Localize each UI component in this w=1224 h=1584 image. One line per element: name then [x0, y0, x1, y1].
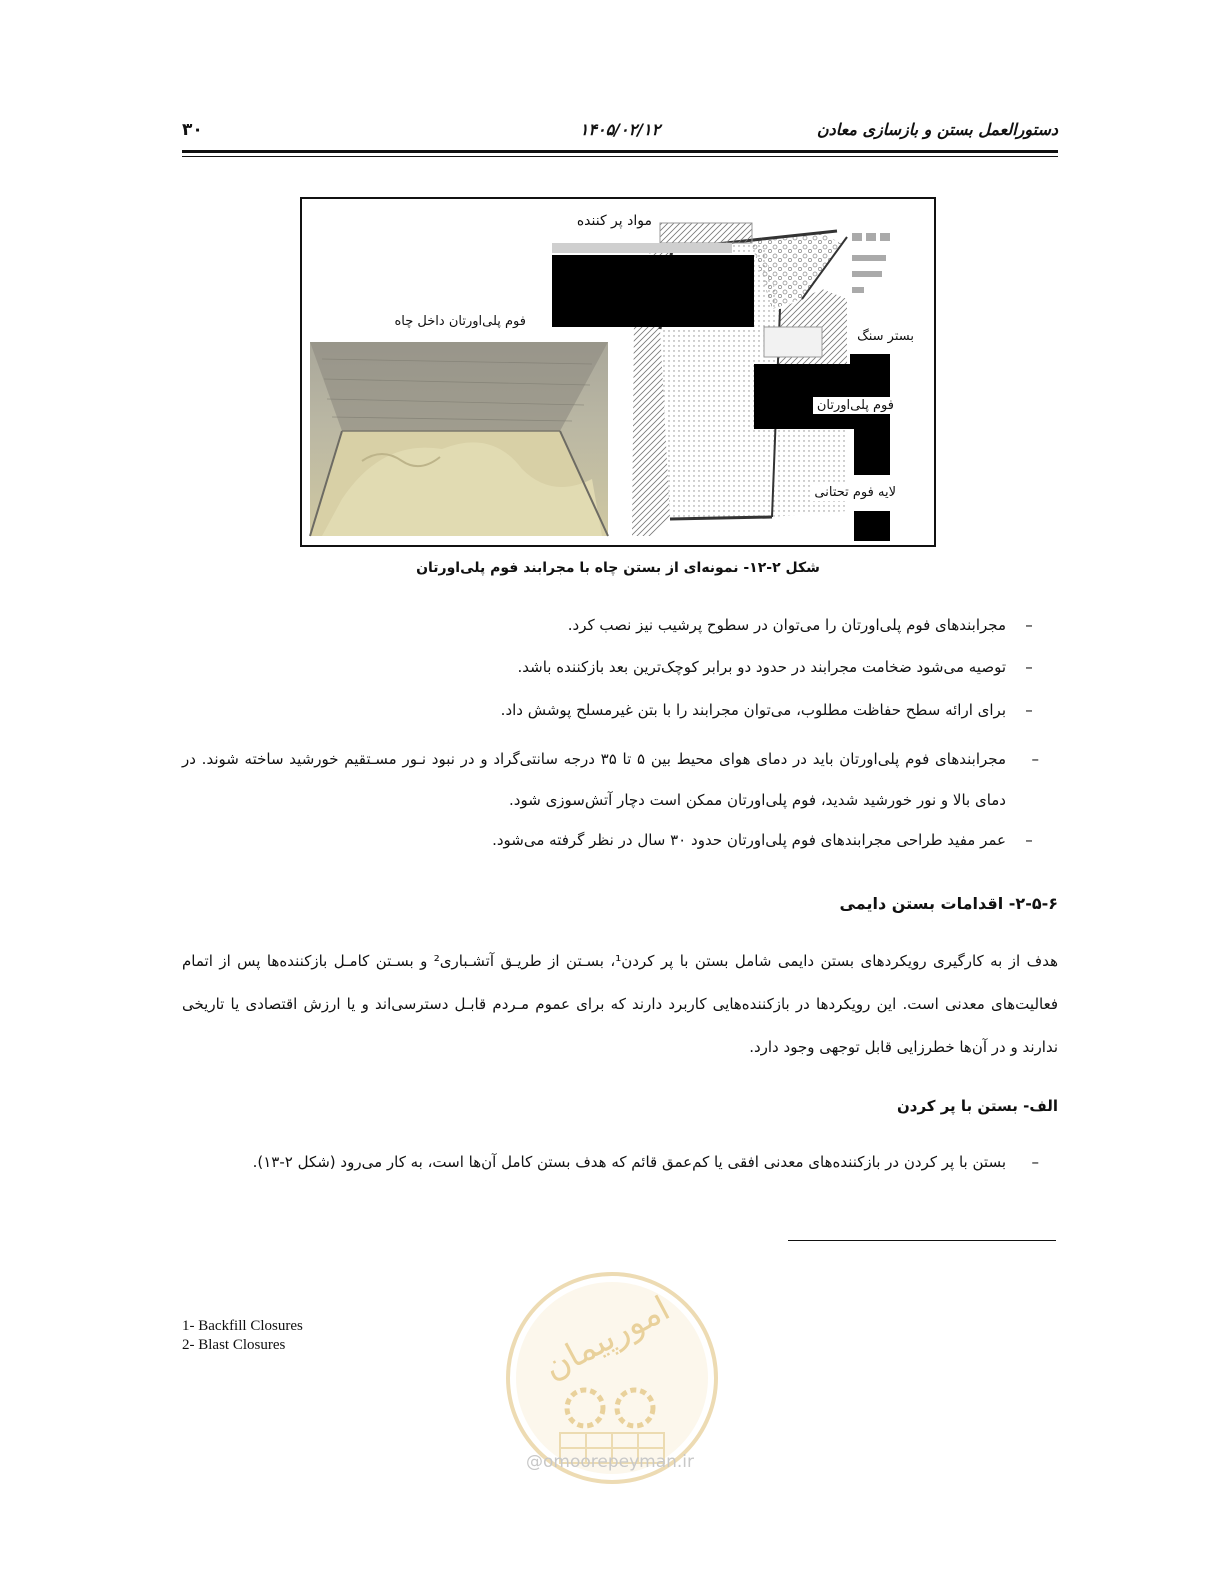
bullet-text: بستن با پر کردن در بازکننده‌های معدنی افقی یا کم‌عمق قائم که هدف بستن کامل آن‌ها است، به کار می‌رود (شکل ۲-۱۳). [252, 1153, 1006, 1171]
bullet-dash: – [1031, 750, 1039, 768]
label-foam-inside-shaft: فوم پلی‌اورتان داخل چاه [394, 314, 526, 329]
label-pu-foam: فوم پلی‌اورتان [813, 397, 898, 414]
footnote-rule [788, 1240, 1056, 1241]
header-date: ۱۴۰۵/۰۲/۱۲ [579, 120, 661, 139]
footnote-2: 2- Blast Closures [182, 1337, 286, 1353]
list-item [182, 1141, 1039, 1184]
list-item [492, 826, 1033, 855]
watermark-text: @omoorepeyman.ir [525, 1452, 695, 1472]
list-item [517, 653, 1033, 682]
label-bottom-foam-layer: لایه فوم تحتانی [810, 484, 900, 501]
header-rule [182, 150, 1058, 153]
bullet-text: مجرابندهای فوم پلی‌اورتان را می‌توان در سطوح پرشیب نیز نصب کرد. [567, 616, 1006, 634]
section-paragraph: هدف از به کارگیری رویکردهای بستن دایمی شامل بستن با پر کردن¹، بسـتن از طریـق آتشـباری² و بسـتن کامـل بازکننده‌ها پس از اتمام فعالیت‌های معدنی است. این رویکردها در بازکننده‌هایی کاربرد دارند که برای عموم مـردم قابـل دسترسی‌اند و یا ارزش اقتصادی یا تاریخی ندارند و در آن‌ها خطرزایی قابل توجهی وجود دارد. [182, 952, 1058, 1056]
label-fill-material: مواد پر کننده [576, 213, 652, 229]
shaft-photo [310, 342, 608, 536]
subsection-heading: الف- بستن با پر کردن [896, 1097, 1058, 1115]
label-bedrock: بستر سنگ [857, 329, 914, 344]
bullet-text: مجرابندهای فوم پلی‌اورتان باید در دمای هوای محیط بین ۵ تا ۳۵ درجه سانتی‌گراد و در نبود نـور مسـتقیم خورشید ساخته شوند. در دمای بالا و نور خورشید شدید، فوم پلی‌اورتان ممکن است دچار آتش‌سوزی شود. [182, 750, 1007, 809]
bullet-dash: – [1025, 658, 1033, 676]
header-rule-thin [182, 156, 1058, 157]
bullet-dash: – [1031, 1153, 1039, 1171]
bullet-dash: – [1025, 701, 1033, 719]
figure-shaft-closure [300, 197, 936, 547]
document-title: دستورالعمل بستن و بازسازی معادن [816, 120, 1058, 139]
page-number: ۳۰ [182, 120, 203, 140]
footnote-1: 1- Backfill Closures [182, 1318, 303, 1334]
bullet-text: عمر مفید طراحی مجرابندهای فوم پلی‌اورتان حدود ۳۰ سال در نظر گرفته می‌شود. [492, 831, 1006, 849]
bullet-text: توصیه می‌شود ضخامت مجرابند در حدود دو برابر کوچک‌ترین بعد بازکننده باشد. [517, 658, 1006, 676]
page-header [182, 118, 1058, 144]
list-item [567, 611, 1033, 640]
bullet-text: برای ارائه سطح حفاظت مطلوب، می‌توان مجرابند را با بتن غیرمسلح پوشش داد. [500, 701, 1006, 719]
bullet-dash: – [1025, 616, 1033, 634]
footnotes [182, 1317, 303, 1355]
list-item [182, 739, 1039, 821]
figure-caption: شکل ۲-۱۲- نمونه‌ای از بستن چاه با مجرابند فوم پلی‌اورتان [416, 560, 820, 576]
bullet-dash: – [1025, 831, 1033, 849]
list-item [500, 696, 1033, 725]
svg-text:امورپیمان: امورپیمان [537, 1288, 677, 1388]
section-heading: ۲-۵-۶- اقدامات بستن دایمی [839, 894, 1058, 913]
